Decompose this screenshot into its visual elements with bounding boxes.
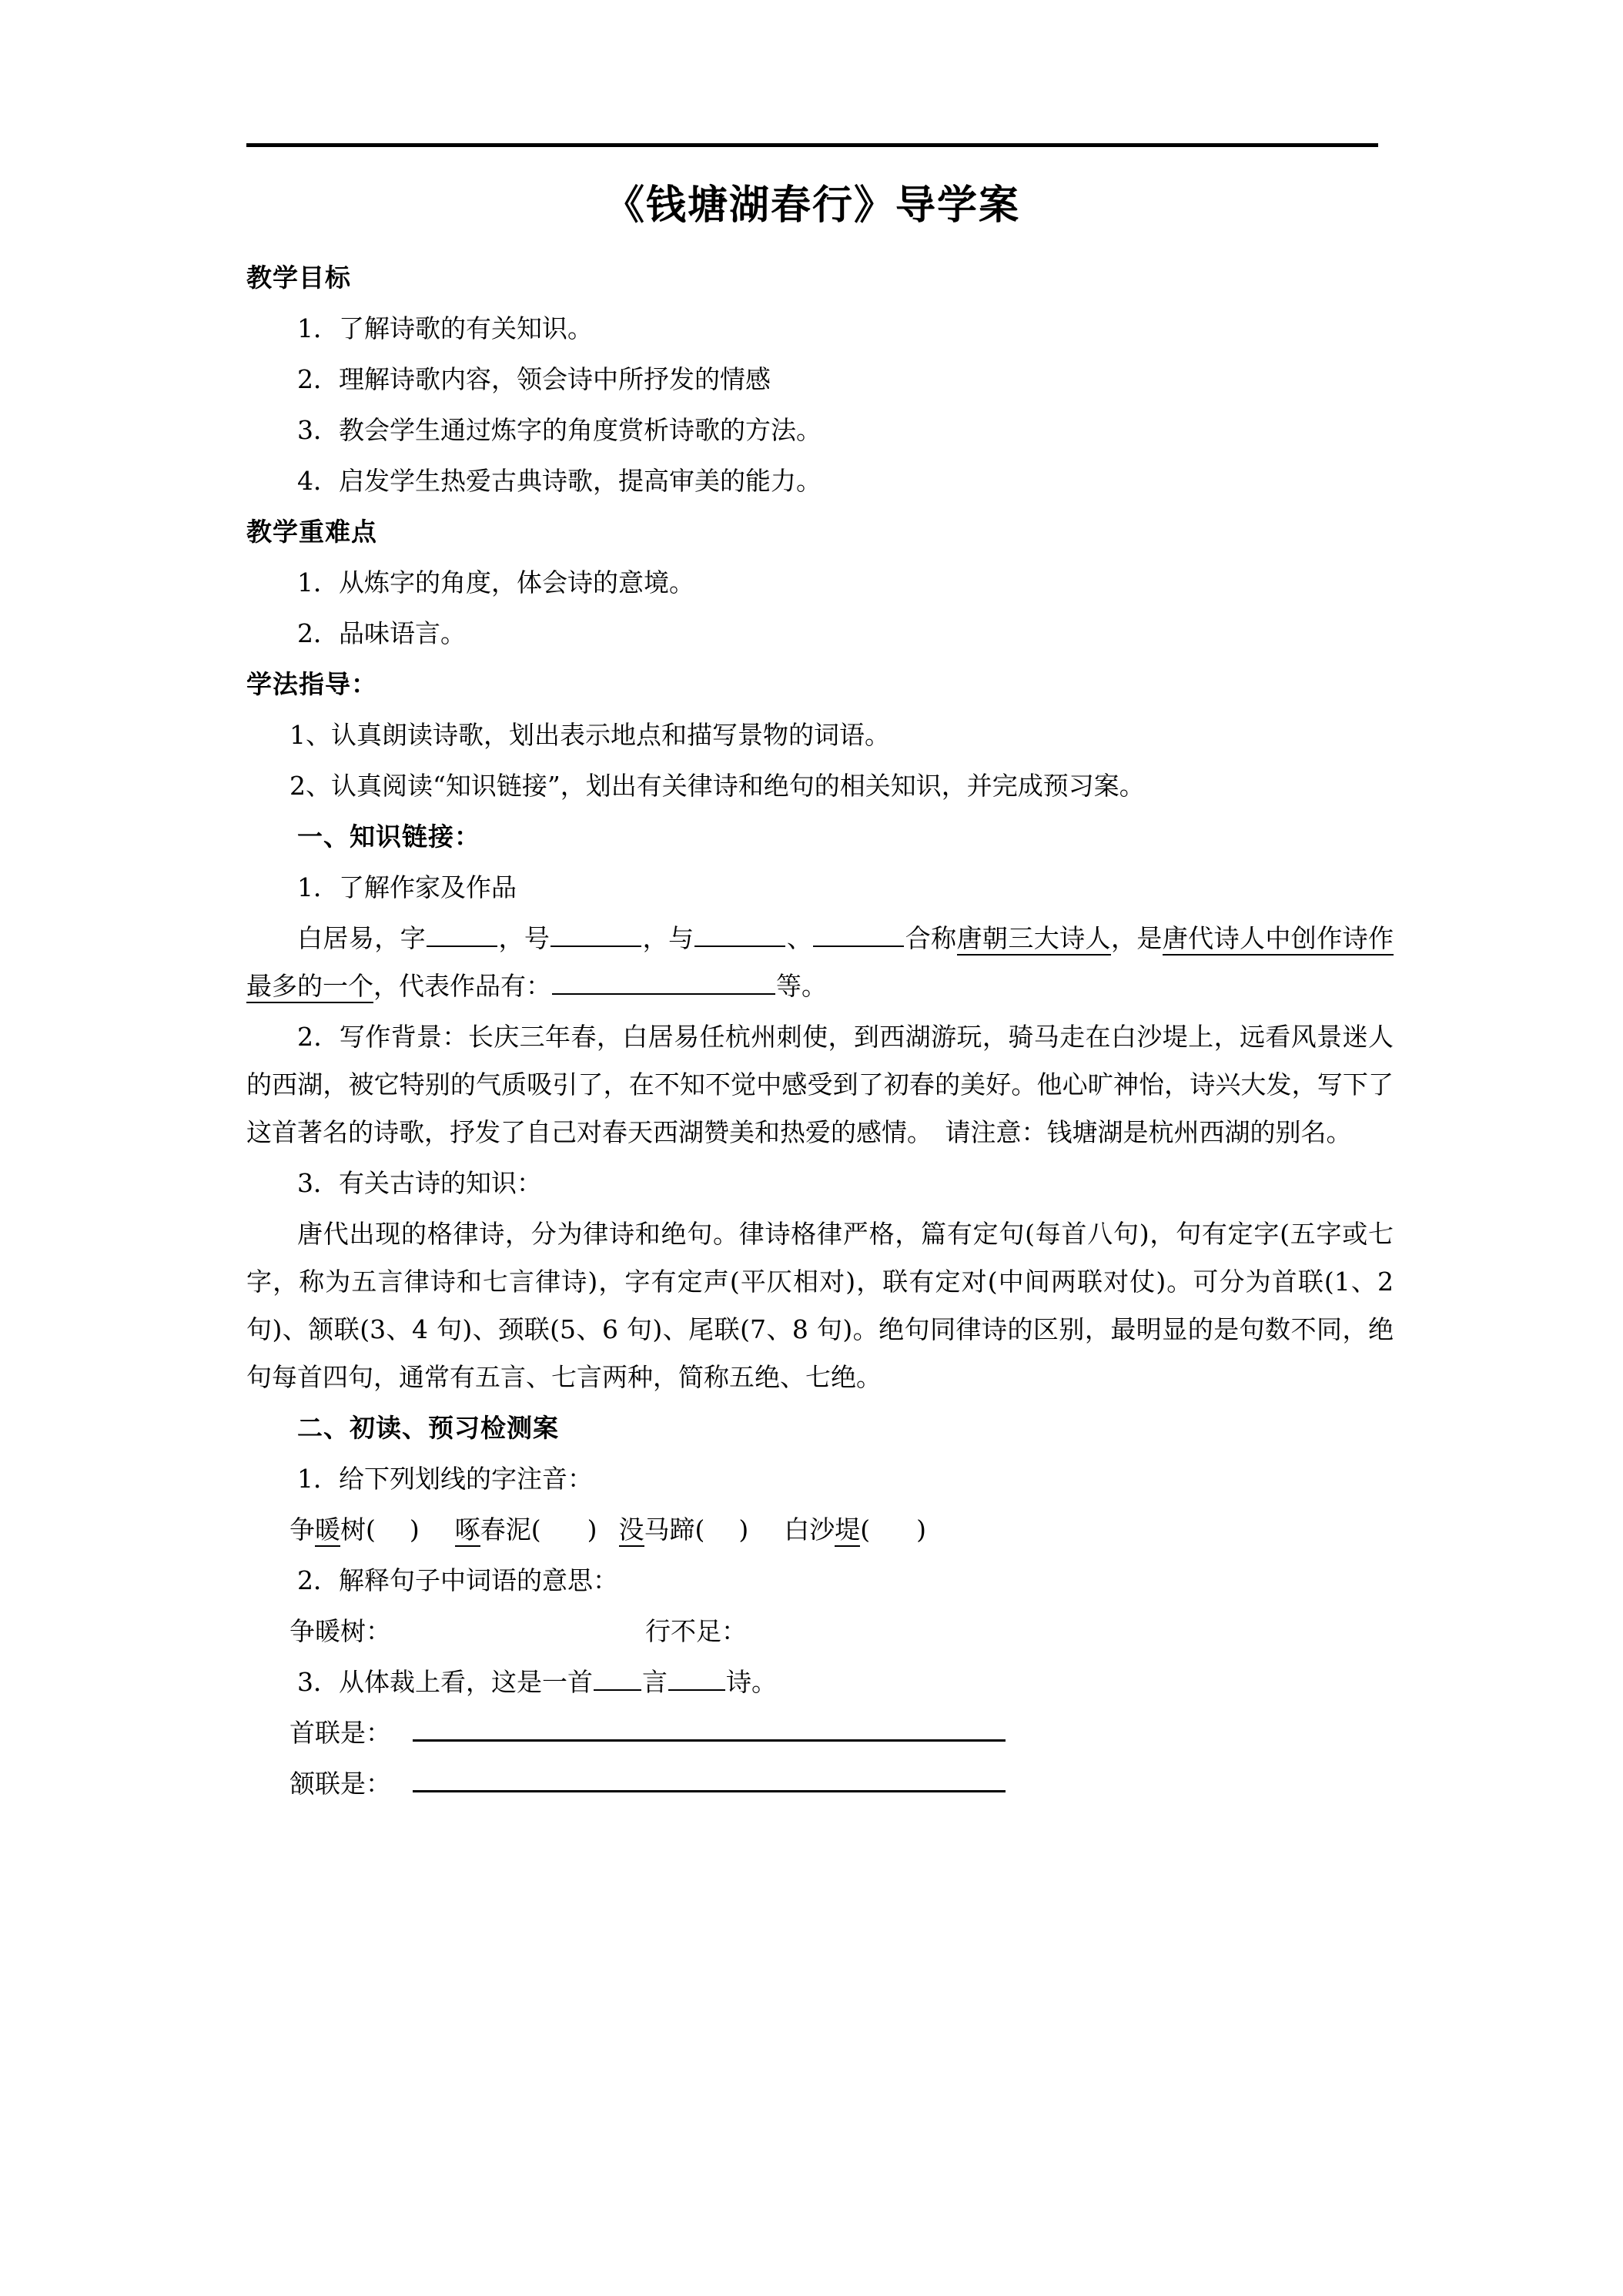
objective-item-3: 3．教会学生通过炼字的角度赏析诗歌的方法。	[297, 415, 822, 445]
heading-teaching-objectives: 教学目标	[246, 263, 351, 293]
blank-genre-syllables[interactable]	[594, 1666, 641, 1691]
pinyin-word-1-post: 树(	[340, 1514, 376, 1545]
author-text-5: 合称	[905, 923, 957, 953]
blank-poet-2[interactable]	[813, 922, 904, 947]
author-text-6: ，是	[1110, 923, 1163, 953]
blank-poet-1[interactable]	[694, 922, 785, 947]
genre-question-pre: 3．从体裁上看，这是一首	[297, 1667, 593, 1697]
writing-background-paragraph: 2．写作背景：长庆三年春，白居易任杭州刺使，到西湖游玩，骑马走在白沙堤上，远看风景迷人的西湖，被它特别的气质吸引了，在不知不觉中感受到了初春的美好。他心旷神怡，诗兴大发，写下了这首著名的诗歌，抒发了自己对春天西湖赞美和热爱的感情。 请注意：钱塘湖是杭州西湖的别名。	[246, 1022, 1394, 1147]
blank-art-name[interactable]	[550, 922, 641, 947]
question-3-row	[246, 1658, 1394, 1706]
heading-study-method: 学法指导：	[246, 669, 377, 699]
author-text-1: 白居易，字	[297, 923, 427, 953]
blank-courtesy-name[interactable]	[427, 922, 497, 947]
pinyin-word-3-underlined: 没	[619, 1514, 644, 1547]
study-method-item-2: 2、认真阅读“知识链接”，划出有关律诗和绝句的相关知识，并完成预习案。	[289, 771, 1145, 801]
pinyin-word-2-post: 春泥(	[480, 1514, 541, 1545]
key-point-item-1: 1．从炼字的角度，体会诗的意境。	[297, 567, 694, 597]
pinyin-word-4-pre: 白沙	[784, 1514, 835, 1545]
heading-key-difficulties: 教学重难点	[246, 517, 377, 547]
explain-term-left: 争暖树：	[289, 1616, 391, 1646]
pinyin-word-3-post: 马蹄(	[644, 1514, 705, 1545]
knowledge-item-1-label: 1．了解作家及作品	[297, 872, 517, 902]
heading-first-reading: 二、初读、预习检测案	[297, 1413, 559, 1443]
objective-item-4: 4．启发学生热爱古典诗歌，提高审美的能力。	[297, 466, 822, 496]
document-body	[246, 254, 1394, 1811]
key-point-item-2: 2．品味语言。	[297, 618, 466, 648]
question-1-label: 1．给下列划线的字注音：	[297, 1464, 593, 1494]
pinyin-word-2-underlined: 啄	[455, 1514, 480, 1547]
question-2-label: 2．解释句子中词语的意思：	[297, 1565, 618, 1595]
pronunciation-exercise-row: 争暖树( ) 啄春泥( ) 没马蹄( ) 白沙堤( )	[246, 1506, 1394, 1554]
page-title: 《钱塘湖春行》导学案	[604, 182, 1020, 229]
blank-second-couplet[interactable]	[413, 1769, 1006, 1792]
pinyin-word-1-pre: 争	[289, 1514, 315, 1545]
blank-genre-form[interactable]	[668, 1666, 725, 1691]
genre-question-mid: 言	[642, 1667, 668, 1697]
objective-item-1: 1．了解诗歌的有关知识。	[297, 313, 593, 343]
pinyin-word-4-post: (	[860, 1514, 871, 1545]
first-couplet-row	[246, 1709, 1394, 1757]
second-couplet-label: 颔联是：	[289, 1769, 391, 1799]
author-text-8: 等。	[776, 971, 827, 1001]
pinyin-word-4-underlined: 堤	[835, 1514, 860, 1547]
author-text-4: 、	[786, 923, 813, 953]
underlined-three-great-poets: 唐朝三大诗人	[957, 923, 1111, 956]
author-text-2: ，号	[498, 923, 550, 953]
author-fill-in-paragraph	[246, 915, 1394, 1010]
poetry-knowledge-label: 3．有关古诗的知识：	[297, 1168, 542, 1198]
header-horizontal-rule	[246, 143, 1378, 147]
study-method-item-1: 1、认真朗读诗歌，划出表示地点和描写景物的词语。	[289, 720, 890, 750]
pinyin-word-1-underlined: 暖	[315, 1514, 340, 1547]
blank-first-couplet[interactable]	[413, 1718, 1006, 1742]
author-text-3: ，与	[642, 923, 694, 953]
explain-terms-row	[246, 1608, 1394, 1655]
heading-knowledge-link: 一、知识链接：	[297, 822, 480, 852]
objective-item-2: 2．理解诗歌内容，领会诗中所抒发的情感	[297, 364, 771, 394]
blank-representative-works[interactable]	[552, 970, 775, 995]
first-couplet-label: 首联是：	[289, 1718, 391, 1748]
underlined-most-prolific: 唐代诗人中创作诗作最多的一个	[246, 923, 1394, 1003]
genre-question-post: 诗。	[726, 1667, 777, 1697]
poetry-knowledge-body: 唐代出现的格律诗，分为律诗和绝句。律诗格律严格，篇有定句(每首八句)，句有定字(五字或七字，称为五言律诗和七言律诗)，字有定声(平仄相对)，联有定对(中间两联对仗)。可分为首联(1、2 句)、颔联(3、4 句)、颈联(5、6 句)、尾联(7、8 句)。绝句同律诗的区别，最明显的是句数不同，绝句每首四句，通常有五言、七言两种，简称五绝、七绝。	[246, 1219, 1394, 1392]
second-couplet-row	[246, 1760, 1394, 1808]
author-text-7: ，代表作品有：	[373, 971, 551, 1001]
explain-term-right: 行不足：	[645, 1616, 747, 1646]
